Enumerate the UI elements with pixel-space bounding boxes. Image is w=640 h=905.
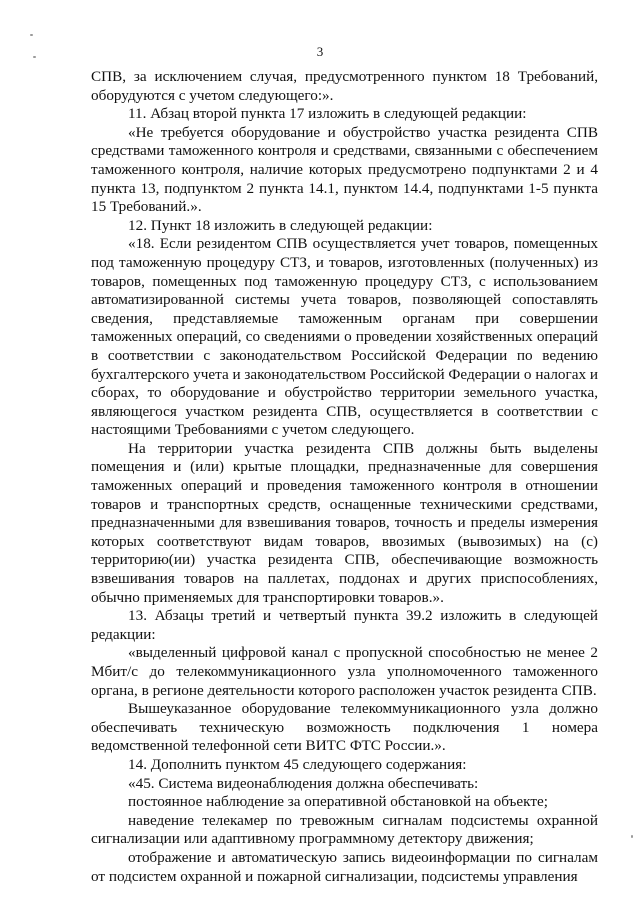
- scan-mark-left-1: [30, 34, 33, 36]
- paragraph-item-12: 12. Пункт 18 изложить в следующей редакции:: [128, 216, 433, 234]
- paragraph-quote-45: «45. Система видеонаблюдения должна обеспечивать:: [128, 774, 479, 792]
- paragraph-quote-18: «18. Если резидентом СПВ осуществляется учет товаров, помещенных под таможенную процедуру СТЗ, и товаров, изготовленных (полученных) из товаров, помещенных под таможенную процедуру СТЗ, с использованием автоматизированной системы учета товаров, позволяющей сопоставлять сведения, представляемые таможенным органам при совершении таможенных операций, со сведениями о проведении хозяйственных операций в соответствии с законодательством Российской Федерации по ведению бухгалтерского учета и законодательством Российской Федерации о налогах и сборах, то оборудование и обустройство территории земельного участка, являющегося участком резидента СПВ, осуществляется в соответствии с настоящими Требованиями с учетом следующего.: [91, 235, 598, 439]
- paragraph-territory: На территории участка резидента СПВ должны быть выделены помещения и (или) крытые площадки, предназначенные для совершения таможенных операций и проведения таможенного контроля в отношении товаров и транспортных средств, оснащенные техническими средствами, предназначенными для взвешивания товаров, точность и пределы измерения которых соответствуют видам товаров, ввозимых (вывозимых) на (с) территорию(ии) участка резидента СПВ, обеспечивающие возможность взвешивания товаров на паллетах, поддонах и других приспособлениях, обычно применяемых для транспортировки товаров.».: [91, 439, 598, 606]
- paragraph-item-13: 13. Абзацы третий и четвертый пункта 39.2 изложить в следующей редакции:: [91, 607, 598, 643]
- paragraph-quote-channel: «выделенный цифровой канал с пропускной способностью не менее 2 Мбит/с до телекоммуникационного узла уполномоченного таможенного органа, в регионе деятельности которого расположен участок резидента СПВ.: [91, 644, 598, 699]
- document-body: [91, 68, 598, 886]
- paragraph-item-11: 11. Абзац второй пункта 17 изложить в следующей редакции:: [128, 105, 527, 123]
- paragraph-continuation: СПВ, за исключением случая, предусмотренного пунктом 18 Требований, оборудуются с учетом следующего:».: [91, 68, 598, 104]
- paragraph-item-14: 14. Дополнить пунктом 45 следующего содержания:: [128, 755, 467, 773]
- paragraph-recording: отображение и автоматическую запись видеоинформации по сигналам от подсистем охранной и пожарной сигнализации, подсистемы управления: [91, 848, 598, 885]
- paragraph-quote-17: «Не требуется оборудование и обустройство участка резидента СПВ средствами таможенного контроля и средствами, связанными с обеспечением таможенного контроля, наличие которых предусмотрено подпунктами 2 и 4 пункта 13, подпунктом 2 пункта 14.1, пунктом 14.4, подпунктами 1-5 пункта 15 Требований.».: [91, 123, 598, 216]
- paragraph-monitoring: постоянное наблюдение за оперативной обстановкой на объекте;: [128, 793, 548, 811]
- page-number: 3: [316, 44, 324, 59]
- paragraph-cameras: наведение телекамер по тревожным сигналам подсистемы охранной сигнализации или адаптивному программному детектору движения;: [91, 811, 598, 848]
- scan-mark-right-1: [631, 835, 633, 838]
- paragraph-equipment: Вышеуказанное оборудование телекоммуникационного узла должно обеспечивать техническую возможность подключения 1 номера ведомственной телефонной сети ВИТС ФТС России.».: [91, 700, 598, 755]
